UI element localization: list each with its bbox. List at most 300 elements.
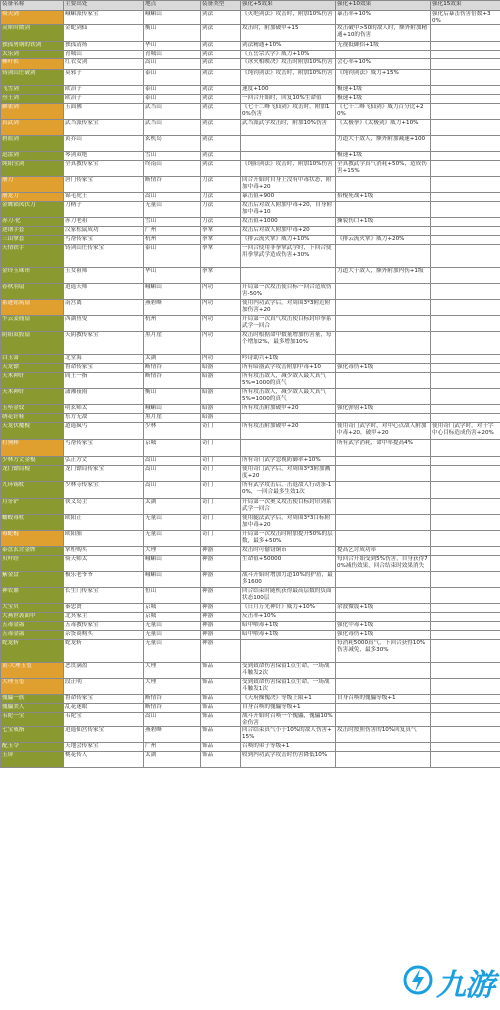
source-cell: 北冥家主 <box>64 613 144 622</box>
place-cell: 太湖 <box>144 499 201 515</box>
effect-10-cell: 提高乞讨成功率 <box>336 547 431 556</box>
effect-15-cell <box>431 752 500 768</box>
equipment-name-cell: 毒蛇棍 <box>1 531 64 547</box>
type-cell: 内功 <box>201 284 241 300</box>
type-cell: 剑法 <box>201 161 241 177</box>
type-cell: 剑法 <box>201 95 241 104</box>
type-cell: 内功 <box>201 355 241 364</box>
type-cell: 拳掌 <box>201 268 241 284</box>
type-cell: 剑法 <box>201 136 241 152</box>
place-cell: 衡山 <box>144 389 201 405</box>
effect-15-cell <box>431 704 500 713</box>
source-cell: 红衣女剑 <box>64 59 144 70</box>
place-cell: 嵩山 <box>144 457 201 466</box>
effect-15-cell: 使用奇门武学时，对十字中心目标造成伤害+20% <box>431 423 500 440</box>
effect-10-cell <box>336 531 431 547</box>
equipment-name-cell: 蟠蛟毒杖 <box>1 515 64 531</box>
table-row <box>1 631 500 640</box>
equipment-name-cell: 大理玉玺 <box>1 679 64 695</box>
effect-15-cell <box>431 414 500 423</box>
effect-10-cell <box>336 743 431 752</box>
equipment-name-cell: 大燕世袭面甲 <box>1 613 64 622</box>
type-cell: 神器 <box>201 588 241 604</box>
equipment-name-cell: 独孤勇钢的铁剑 <box>1 42 64 51</box>
type-cell: 刀法 <box>201 193 241 202</box>
effect-15-cell <box>431 572 500 588</box>
place-cell: 无量山 <box>144 531 201 547</box>
table-row <box>1 622 500 631</box>
effect-10-cell <box>336 572 431 588</box>
effect-10-cell <box>336 355 431 364</box>
effect-15-cell <box>431 70 500 86</box>
table-row <box>1 713 500 727</box>
equipment-name-cell: 屠龙刀 <box>1 193 64 202</box>
effect-15-cell <box>431 588 500 604</box>
effect-15-cell <box>431 332 500 355</box>
type-cell: 神器 <box>201 572 241 588</box>
table-row <box>1 355 500 364</box>
place-cell: 嵩山 <box>144 59 201 70</box>
effect-5-cell: 召唤的弟子等级+1 <box>241 743 336 752</box>
effect-5-cell: 《天府操傀决》等级上限+1 <box>241 695 336 704</box>
type-cell: 剑法 <box>201 70 241 86</box>
effect-15-cell <box>431 284 500 300</box>
effect-5-cell: 《五岳宗式学》威力+10% <box>241 51 336 59</box>
equipment-name-cell: 金鹰锁凤伏刀 <box>1 202 64 218</box>
place-cell: 雪山 <box>144 218 201 227</box>
effect-5-cell: 回合开始时自身上没有中毒状态，附加中毒+20 <box>241 177 336 193</box>
table-row <box>1 11 500 25</box>
table-row <box>1 440 500 457</box>
equipment-name-cell: 屠刀 <box>1 177 64 193</box>
source-cell: 欧冶子 <box>64 95 144 104</box>
effect-5-cell: 使用腿法武学后，对周围3*3目标附加中毒+20 <box>241 515 336 531</box>
place-cell: 泰山 <box>144 245 201 268</box>
type-cell: 神器 <box>201 631 241 640</box>
effect-5-cell: 一回合使用非拳掌武学时，下回合使用拳掌武学造成伤害+30% <box>241 245 336 268</box>
effect-10-cell: 使用奇门武学时，对中心点敌人附加中毒+20，破甲+20 <box>336 423 431 440</box>
effect-15-cell <box>431 457 500 466</box>
equipment-name-cell: 傀儡一族 <box>1 695 64 704</box>
equipment-name-cell: 乍云姜俑扇 <box>1 316 64 332</box>
effect-10-cell <box>336 227 431 236</box>
equipment-name-cell: 配玉令 <box>1 743 64 752</box>
type-cell: 奇门 <box>201 482 241 499</box>
equipment-name-cell: 打狗棒 <box>1 440 64 457</box>
source-cell: 蛇龙斩 <box>64 640 144 663</box>
place-cell: 太湖 <box>144 355 201 364</box>
source-cell: 逍遥天师 <box>64 284 144 300</box>
effect-15-cell <box>431 482 500 499</box>
effect-10-cell: 极速+1级 <box>336 152 431 161</box>
effect-10-cell <box>336 613 431 622</box>
source-cell: 逍遥仙宫传家宝 <box>64 727 144 743</box>
equipment-name-cell: 太乐剑 <box>1 51 64 59</box>
effect-10-cell: 力道大于敌人，额外附加减速+100 <box>336 136 431 152</box>
effect-5-cell: 暗中喂毒+1级 <box>241 622 336 631</box>
source-cell: 东方无敌 <box>64 414 144 423</box>
place-cell: 京城 <box>144 604 201 613</box>
source-cell: 丐帮传家宝 <box>64 440 144 457</box>
source-cell: 黄乔山 <box>64 136 144 152</box>
effect-5-cell: 攻击后对敌人附加中毒+20 <box>241 227 336 236</box>
table-row <box>1 245 500 268</box>
place-cell: 嵩山 <box>144 482 201 499</box>
place-cell: 华山 <box>144 268 201 284</box>
effect-5-cell: 速度+100 <box>241 86 336 95</box>
place-cell: 黑月崖 <box>144 332 201 355</box>
watermark-text: 九游 <box>436 968 494 1003</box>
effect-10-cell: 《太极拳》《太极剑》威力+10% <box>336 120 431 136</box>
effect-5-cell: 一回合开始时，回复10%生命值 <box>241 95 336 104</box>
type-cell: 奇门 <box>201 499 241 515</box>
type-cell: 神器 <box>201 613 241 622</box>
table-row <box>1 482 500 499</box>
effect-5-cell: 所有攻击敌人，减少敌人最大真气5%=1000的真气 <box>241 389 336 405</box>
effect-15-cell <box>431 268 500 284</box>
effect-10-cell: 每回合开始受到5%伤害，自身获得70%减伤效果，回合结束时效果消失 <box>336 556 431 572</box>
table-row <box>1 695 500 704</box>
table-row <box>1 704 500 713</box>
effect-5-cell <box>241 268 336 284</box>
type-cell: 奇门 <box>201 423 241 440</box>
equipment-name-cell: 神农鼎 <box>1 588 64 604</box>
effect-15-cell <box>431 389 500 405</box>
effect-10-cell: 所有武学消耗，命中率提高4% <box>336 440 431 457</box>
effect-5-cell: 收到内功武学攻击时伤害降低10% <box>241 752 336 768</box>
effect-15-cell <box>431 104 500 120</box>
place-cell: 泰山 <box>144 86 201 95</box>
effect-5-cell: 《纯钧剑法》攻击时，附加10%伤害 <box>241 70 336 86</box>
table-row <box>1 70 500 86</box>
equipment-name-cell: 灵犀时微剑 <box>1 25 64 42</box>
effect-15-cell <box>431 42 500 51</box>
effect-10-cell <box>336 752 431 768</box>
effect-5-cell: 攻击时，附加破甲+15 <box>241 25 336 42</box>
effect-10-cell: 《七十二峰飞仙剑》威力百分比+20% <box>336 104 431 120</box>
table-row <box>1 613 500 622</box>
type-cell: 剑法 <box>201 59 241 70</box>
equipment-name-cell: 碧血剑 <box>1 136 64 152</box>
source-cell: 欧阳正 <box>64 515 144 531</box>
table-row <box>1 104 500 120</box>
effect-15-cell <box>431 193 500 202</box>
effect-15-cell <box>431 604 500 613</box>
place-cell: 玄机岛 <box>144 136 201 152</box>
effect-15-cell <box>431 547 500 556</box>
place-cell: 无量山 <box>144 202 201 218</box>
effect-5-cell: 回合结束时随机获得最高层数的负面状态100层 <box>241 588 336 604</box>
effect-15-cell <box>431 531 500 547</box>
equipment-name-cell: 傀儡美人 <box>1 704 64 713</box>
place-cell: 无量山 <box>144 640 201 663</box>
type-cell: 饰品 <box>201 752 241 768</box>
effect-15-cell <box>431 59 500 70</box>
type-cell: 神器 <box>201 547 241 556</box>
equipment-name-cell: 九环锡杖 <box>1 482 64 499</box>
effect-5-cell: 攻击时可偷窃铜币 <box>241 547 336 556</box>
table-row <box>1 120 500 136</box>
place-cell: 太湖 <box>144 752 201 768</box>
effect-5-cell: 《排云流火掌》威力+10% <box>241 236 336 245</box>
effect-15-cell <box>431 202 500 218</box>
equipment-name-cell: 玉屏 <box>1 752 64 768</box>
source-cell: 唐门传家宝 <box>64 177 144 193</box>
effect-10-cell: 会心率+10% <box>336 59 431 70</box>
equipment-name-cell: 韦陀一宝 <box>1 713 64 727</box>
type-cell: 剑法 <box>201 104 241 120</box>
table-row <box>1 499 500 515</box>
equipment-name-cell: 铸剑山庄破剑 <box>1 70 64 86</box>
table-row <box>1 161 500 177</box>
effect-15-cell <box>431 640 500 663</box>
table-row <box>1 457 500 466</box>
equipment-name-cell: 春秋羽扇 <box>1 284 64 300</box>
source-cell: 莫邪子 <box>64 70 144 86</box>
table-row <box>1 743 500 752</box>
effect-15-cell <box>431 86 500 95</box>
equipment-name-cell: 蛇龙斩 <box>1 640 64 663</box>
place-cell: 断情谷 <box>144 364 201 373</box>
type-cell: 暗器 <box>201 414 241 423</box>
place-cell: 峨嵋山 <box>144 284 201 300</box>
place-cell: 广州 <box>144 227 201 236</box>
table-row <box>1 414 500 423</box>
table-row <box>1 531 500 547</box>
effect-5-cell: 回合结束真气小于10%的敌人伤害+15% <box>241 727 336 743</box>
effect-10-cell: 极速+1级 <box>336 86 431 95</box>
source-cell: 欧阳胎 <box>64 531 144 547</box>
effect-15-cell: 强化后暴击伤害倍数+30% <box>431 11 500 25</box>
table-row <box>1 640 500 663</box>
effect-15-cell <box>431 177 500 193</box>
effect-10-cell: 强化中毒+1级 <box>336 622 431 631</box>
place-cell: 大理 <box>144 679 201 695</box>
equipment-name-cell: 天龙镖 <box>1 364 64 373</box>
effect-5-cell: 自身召唤的傀儡等级+1 <box>241 704 336 713</box>
equipment-name-cell: 五毒金蛊 <box>1 622 64 631</box>
effect-10-cell <box>336 588 431 604</box>
effect-15-cell <box>431 161 500 177</box>
source-cell: 少林寺传家宝 <box>64 482 144 499</box>
effect-10-cell <box>336 51 431 59</box>
table-row <box>1 572 500 588</box>
effect-10-cell: 余波微震+1级 <box>336 604 431 613</box>
equipment-name-cell: 天龙伏魔棍 <box>1 423 64 440</box>
place-cell: 黑月崖 <box>144 414 201 423</box>
header-cell: 强化+10效果 <box>336 1 431 11</box>
type-cell: 神器 <box>201 604 241 613</box>
effect-10-cell: 无视抵御招+1级 <box>336 42 431 51</box>
table-row <box>1 423 500 440</box>
type-cell: 暗器 <box>201 373 241 389</box>
table-row <box>1 389 500 405</box>
type-cell: 拳掌 <box>201 236 241 245</box>
source-cell: 明玄师太 <box>64 405 144 414</box>
effect-5-cell: 《纯阳剑法》攻击时，附加10%伤害 <box>241 161 336 177</box>
equipment-name-cell: 天木神针 <box>1 389 64 405</box>
header-cell: 地点 <box>144 1 201 11</box>
type-cell: 饰品 <box>201 704 241 713</box>
type-cell: 剑法 <box>201 42 241 51</box>
table-row <box>1 268 500 284</box>
source-cell: 玉女祖师 <box>64 268 144 284</box>
effect-15-cell <box>431 245 500 268</box>
table-row <box>1 588 500 604</box>
equipment-name-cell: 纯阳宝剑 <box>1 161 64 177</box>
equipment-name-cell: 叁王剑 <box>1 95 64 104</box>
table-row <box>1 332 500 355</box>
equipment-name-cell: 倚天剑 <box>1 11 64 25</box>
effect-10-cell: 自身召唤的傀儡等级+1 <box>336 695 431 704</box>
effect-10-cell <box>336 332 431 355</box>
place-cell: 燕碧峰 <box>144 300 201 316</box>
effect-15-cell <box>431 727 500 743</box>
type-cell: 饰品 <box>201 727 241 743</box>
equipment-name-cell: 金玲玉珠串 <box>1 268 64 284</box>
effect-5-cell: 战斗开始时召唤一个傀儡，傀儡10%金伤害 <box>241 713 336 727</box>
effect-10-cell <box>336 316 431 332</box>
table-row <box>1 466 500 482</box>
effect-15-cell <box>431 663 500 679</box>
effect-15-cell <box>431 613 500 622</box>
type-cell: 神器 <box>201 622 241 631</box>
table-row <box>1 556 500 572</box>
effect-10-cell <box>336 663 431 679</box>
effect-15-cell <box>431 622 500 631</box>
source-cell: 杂货商购买 <box>64 631 144 640</box>
effect-15-cell <box>431 25 500 42</box>
effect-5-cell: 《冰火相映决》攻击时附加10%伤害 <box>241 59 336 70</box>
table-row <box>1 95 500 104</box>
source-cell: 金蛇剑仙 <box>64 25 144 42</box>
place-cell: 燕碧峰 <box>144 727 201 743</box>
effect-10-cell: 极速+1级 <box>336 95 431 104</box>
source-cell: 长生门传家宝 <box>64 588 144 604</box>
place-cell: 少林 <box>144 423 201 440</box>
equipment-name-cell: 系迹铭筑扇 <box>1 300 64 316</box>
effect-10-cell <box>336 245 431 268</box>
header-cell: 强化15效果 <box>431 1 500 11</box>
type-cell: 暗器 <box>201 364 241 373</box>
source-cell: 铸剑山庄传家宝 <box>64 245 144 268</box>
header-cell: 装备类型 <box>201 1 241 11</box>
place-cell: 大理 <box>144 663 201 679</box>
effect-10-cell: 攻击破甲>50的敌人时，额外附加精通+10的伤害 <box>336 25 431 42</box>
effect-5-cell: 开局第一次真气攻击使目标封印拳系武学一回合 <box>241 316 336 332</box>
equipment-name-cell: 七宝戒指 <box>1 727 64 743</box>
table-row <box>1 547 500 556</box>
effect-5-cell: 剑法精通+10% <box>241 42 336 51</box>
header-cell: 装备名称 <box>1 1 64 11</box>
equipment-name-cell: 大宝贝 <box>1 604 64 613</box>
table-row <box>1 177 500 193</box>
effect-5-cell <box>241 440 336 457</box>
table-row <box>1 136 500 152</box>
effect-10-cell <box>336 373 431 389</box>
effect-10-cell: 攻击时按照伤害的10%回复真气 <box>336 727 431 743</box>
source-cell: 西湖鱼叟 <box>64 316 144 332</box>
effect-15-cell <box>431 515 500 531</box>
effect-15-cell <box>431 466 500 482</box>
place-cell: 泰山 <box>144 95 201 104</box>
place-cell: 京城 <box>144 440 201 457</box>
place-cell: 恒山 <box>144 588 201 604</box>
effect-5-cell: 所有攻击敌人，减少敌人最大真气5%=1000的真气 <box>241 373 336 389</box>
type-cell: 拳掌 <box>201 227 241 236</box>
effect-10-cell: 全真教武学真气消耗+50%，造成伤害+15% <box>336 161 431 177</box>
equipment-name-cell: 天木神针 <box>1 373 64 389</box>
effect-15-cell <box>431 713 500 727</box>
header-row <box>1 1 500 11</box>
equipment-name-cell: 迅雷剑 <box>1 152 64 161</box>
source-cell: 弘正方丈 <box>64 457 144 466</box>
effect-5-cell: 所有武学攻击后，击退敌人行动条-10%，一回合最多生效1次 <box>241 482 336 499</box>
header-cell: 主要出处 <box>64 1 144 11</box>
effect-15-cell <box>431 695 500 704</box>
effect-10-cell: 每消耗5000真气，下回合获得10%伤害减免，最多30% <box>336 640 431 663</box>
effect-10-cell: 强化弹射+1级 <box>336 405 431 414</box>
place-cell: 无量山 <box>144 515 201 531</box>
effect-5-cell: 战斗开始时增加力道10%的护盾，最多1600 <box>241 572 336 588</box>
effect-5-cell: 开局第一次攻击使目标一回合造成伤害-50% <box>241 284 336 300</box>
source-cell: 龙门镖局传家宝 <box>64 466 144 482</box>
effect-10-cell: 强化毒伤+1级 <box>336 364 431 373</box>
effect-10-cell: 抬棍死战+1级 <box>336 193 431 202</box>
effect-10-cell <box>336 482 431 499</box>
effect-15-cell <box>431 355 500 364</box>
type-cell: 奇门 <box>201 531 241 547</box>
effect-5-cell: 受到致命伤害保留1点生命，一场战斗触发1次 <box>241 679 336 695</box>
effect-5-cell: 攻击值+1000 <box>241 218 336 227</box>
effect-10-cell <box>336 466 431 482</box>
place-cell: 无量山 <box>144 622 201 631</box>
type-cell: 神器 <box>201 640 241 663</box>
place-cell: 断情谷 <box>144 704 201 713</box>
effect-5-cell: 开局第一次奥义攻击使目标封印剑系武学一回合 <box>241 499 336 515</box>
type-cell: 刀法 <box>201 202 241 218</box>
table-row <box>1 59 500 70</box>
type-cell: 剑法 <box>201 152 241 161</box>
equipment-name-cell: 柳叶似 <box>1 59 64 70</box>
effect-5-cell: 所有攻击附加破甲+20 <box>241 423 336 440</box>
place-cell: 华山 <box>144 42 201 51</box>
effect-10-cell <box>336 679 431 695</box>
type-cell: 拳掌 <box>201 245 241 268</box>
table-row <box>1 373 500 389</box>
source-cell: 刀柄子 <box>64 202 144 218</box>
source-cell: 南宫离 <box>64 300 144 316</box>
place-cell: 无量山 <box>144 631 201 640</box>
table-row <box>1 42 500 51</box>
type-cell: 奇门 <box>201 515 241 531</box>
effect-5-cell: 攻击时根据命中数量增加伤害量，每个增加2%，最多增加10% <box>241 332 336 355</box>
effect-15-cell <box>431 316 500 332</box>
table-row <box>1 364 500 373</box>
source-cell: 极乐老爷爷 <box>64 572 144 588</box>
place-cell: 雪山 <box>144 152 201 161</box>
equipment-name-cell: 阴阳双股扇 <box>1 332 64 355</box>
table-row <box>1 152 500 161</box>
place-cell: 武当山 <box>144 120 201 136</box>
equipment-name-cell: 月牙铲 <box>1 499 64 515</box>
place-cell: 终南山 <box>144 161 201 177</box>
table-row <box>1 193 500 202</box>
effect-10-cell: 撕裂伤口+1级 <box>336 218 431 227</box>
table-row <box>1 727 500 743</box>
effect-15-cell <box>431 373 500 389</box>
effect-5-cell: 暗中喂毒+1级 <box>241 631 336 640</box>
